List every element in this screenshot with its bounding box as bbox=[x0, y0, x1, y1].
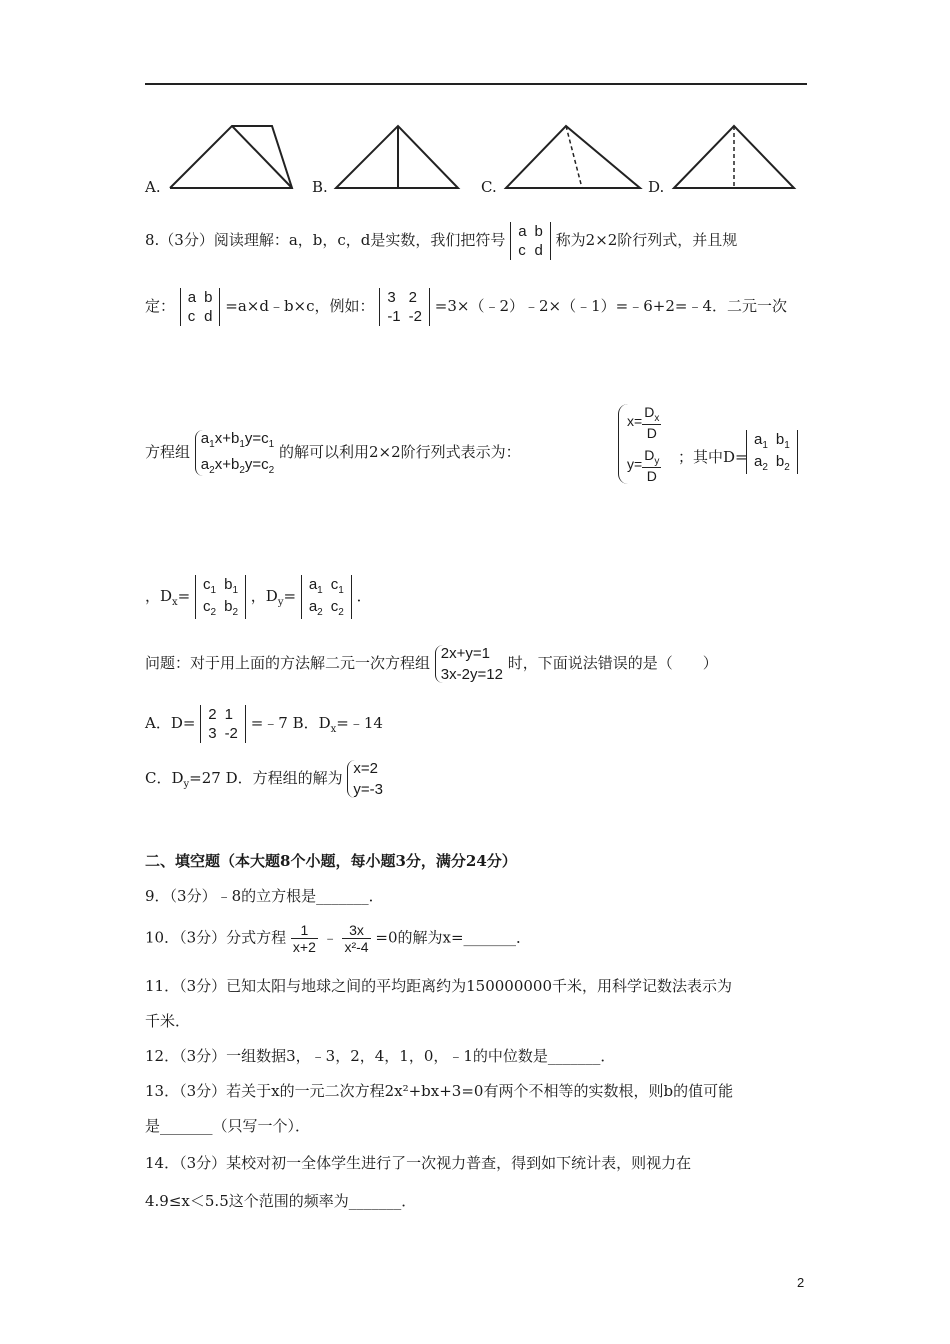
section2-title: 二、填空题（本大题8个小题，每小题3分，满分24分） bbox=[145, 852, 517, 870]
q8-stem-b: 称为2×2阶行列式，并且规 bbox=[555, 231, 738, 249]
opt-a-a: A．D= bbox=[145, 714, 196, 732]
q7-option-c-label: C. bbox=[481, 178, 497, 196]
q7-option-d-label: D. bbox=[648, 178, 665, 196]
q14-line1: 14．（3分）某校对初一全体学生进行了一次视力普查，得到如下统计表，则视力在 bbox=[145, 1154, 692, 1172]
q10 bbox=[145, 922, 531, 955]
det-symbol: a b c d bbox=[510, 222, 551, 260]
general-system: $a_1x+b_1y=c_1$ $a_2x+b_2y=c_2$ bbox=[195, 430, 274, 476]
q10-frac-1 bbox=[291, 922, 318, 955]
det-def: a b c d bbox=[180, 288, 221, 326]
q7-figure-d bbox=[668, 120, 808, 195]
opt-c-b: =27 bbox=[189, 769, 221, 787]
q7-option-a-label: A. bbox=[145, 178, 161, 196]
q14-line2: 4.9≤x＜5.5这个范围的频率为_______． bbox=[145, 1192, 417, 1210]
dx-eq: = bbox=[177, 587, 191, 605]
q13-line2: 是_______（只写一个）． bbox=[145, 1117, 311, 1135]
q8-end: ． bbox=[356, 587, 372, 605]
q8-sys-a: 方程组 bbox=[145, 443, 191, 461]
det-D: $a_1$ $b_1$ $a_2$ $b_2$ bbox=[746, 430, 798, 474]
dx-label: ，D bbox=[145, 587, 173, 605]
q8-options-ab bbox=[145, 705, 383, 743]
q8-question-a: 问题：对于用上面的方法解二元一次方程组 bbox=[145, 654, 431, 672]
solution-system bbox=[347, 760, 383, 798]
q11-line2: 千米． bbox=[145, 1012, 191, 1030]
sys-eq1: 2x+y=1 bbox=[440, 645, 491, 662]
q7-figure-b bbox=[330, 120, 470, 195]
cramer-solution: x= $\frac{D_x}{D}$ y= $\frac{D_y}{D}$ bbox=[618, 404, 661, 484]
q10-f2-den: x²-4 bbox=[344, 939, 369, 955]
q8-dx-dy-line bbox=[145, 575, 372, 619]
q10-c: =0的解为x=_______． bbox=[375, 928, 532, 947]
q8-system-line bbox=[145, 430, 521, 476]
opt-b: B．D bbox=[292, 714, 331, 732]
q10-f1-den: x+2 bbox=[292, 939, 316, 955]
q8-question-b: 时，下面说法错误的是（ ） bbox=[507, 654, 718, 672]
det-opt-a: 2 1 3 -2 bbox=[200, 705, 246, 743]
opt-a-b: =﹣7 bbox=[250, 714, 288, 732]
q8-sys-b: 的解可以利用2×2阶行列式表示为： bbox=[278, 443, 521, 461]
dy-label: ，D bbox=[250, 587, 278, 605]
q13-line1: 13．（3分）若关于x的一元二次方程2x²+bx+3=0有两个不相等的实数根，则b的值可能 bbox=[145, 1082, 734, 1100]
q10-frac-2 bbox=[342, 922, 370, 955]
opt-b-sub: x bbox=[330, 724, 337, 735]
q7-figure-a bbox=[160, 120, 300, 195]
dy-eq: = bbox=[283, 587, 297, 605]
q7-figure-c bbox=[500, 120, 650, 195]
det-dy: $a_1$ $c_1$ $a_2$ $c_2$ bbox=[301, 575, 352, 619]
opt-c: C．D bbox=[145, 769, 184, 787]
det-example: 3 2 -1 -2 bbox=[379, 288, 430, 326]
opt-c-sub: y bbox=[183, 779, 190, 790]
sol-x: x=2 bbox=[353, 760, 379, 777]
q10-a: 10．（3分）分式方程 bbox=[145, 928, 287, 947]
q8-def-b: =a×d﹣b×c，例如： bbox=[225, 297, 375, 315]
problem-system bbox=[435, 645, 503, 683]
q9: 9．（3分）﹣8的立方根是_______． bbox=[145, 887, 384, 905]
q8-def-c: =3×（﹣2）﹣2×（﹣1）=﹣6+2=﹣4．二元一次 bbox=[434, 297, 787, 315]
sys-eq2: 3x-2y=12 bbox=[440, 666, 503, 683]
q8-stem-a: 8.（3分）阅读理解：a，b，c，d是实数，我们把符号 bbox=[145, 231, 506, 249]
q8-definition-line bbox=[145, 288, 787, 326]
q8-sys-c: ；其中D= bbox=[678, 448, 748, 466]
q8-def-a: 定： bbox=[145, 297, 176, 315]
q8-stem-line bbox=[145, 222, 737, 260]
opt-d: D．方程组的解为 bbox=[225, 769, 343, 787]
q8-question-line bbox=[145, 645, 718, 683]
det-dx: $c_1$ $b_1$ $c_2$ $b_2$ bbox=[195, 575, 246, 619]
q7-option-b-label: B. bbox=[312, 178, 328, 196]
opt-b-b: =﹣14 bbox=[336, 714, 383, 732]
dx-sub: x bbox=[172, 597, 178, 608]
q10-f2-num: 3x bbox=[342, 922, 370, 939]
q12: 12．（3分）一组数据3，﹣3，2，4，1，0，﹣1的中位数是_______． bbox=[145, 1047, 616, 1065]
header-rule bbox=[145, 83, 807, 85]
q11-line1: 11．（3分）已知太阳与地球之间的平均距离约为150000000千米，用科学记数法表示为 bbox=[145, 977, 733, 995]
q8-options-cd bbox=[145, 760, 383, 798]
page-number: 2 bbox=[797, 1275, 805, 1290]
dy-sub: y bbox=[277, 597, 284, 608]
sol-y: y=-3 bbox=[353, 781, 384, 798]
q10-b: ﹣ bbox=[322, 928, 338, 947]
q10-f1-num: 1 bbox=[291, 922, 318, 939]
